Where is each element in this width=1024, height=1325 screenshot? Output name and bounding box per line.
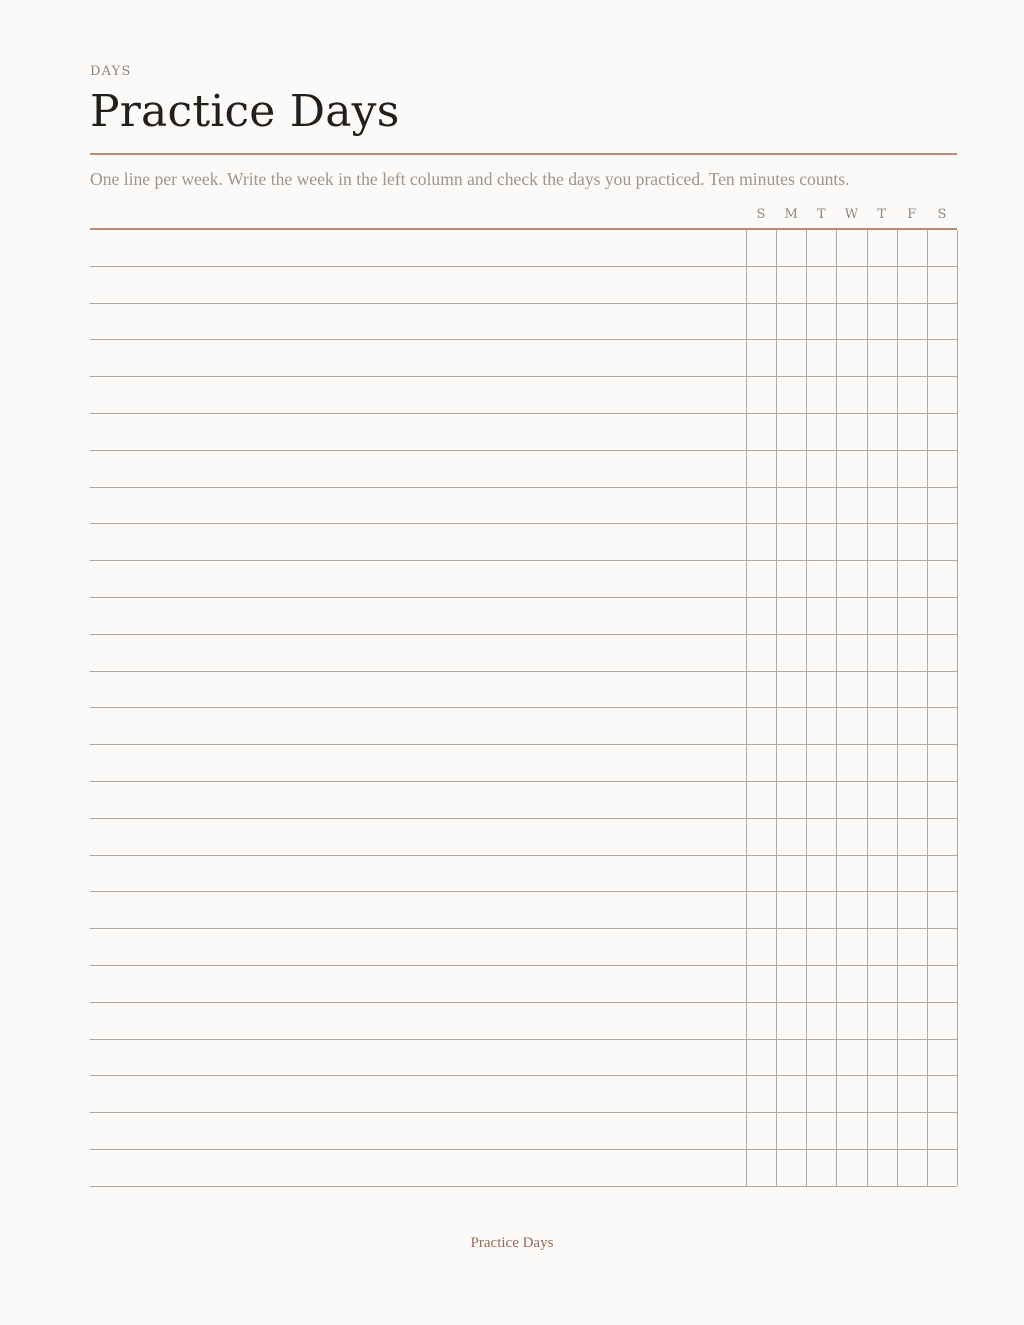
day-header-0: S [756,207,766,222]
day-check-cell[interactable] [927,782,957,818]
day-check-cell[interactable] [776,1040,806,1076]
day-check-cell[interactable] [927,1150,957,1186]
week-entry-cell[interactable] [90,414,746,450]
day-check-cell[interactable] [836,708,866,744]
day-check-cell[interactable] [776,1003,806,1039]
day-check-cell[interactable] [867,1113,897,1149]
day-check-cell[interactable] [867,488,897,524]
day-check-cell[interactable] [806,340,836,376]
day-check-cell[interactable] [897,451,927,487]
day-check-cell[interactable] [897,782,927,818]
day-check-cell[interactable] [746,745,776,781]
week-entry-cell[interactable] [90,1113,746,1149]
day-check-cell[interactable] [836,1003,866,1039]
week-entry-cell[interactable] [90,1003,746,1039]
day-check-cell[interactable] [776,267,806,303]
week-entry-cell[interactable] [90,230,746,266]
day-check-cell[interactable] [836,267,866,303]
day-check-cell[interactable] [806,1150,836,1186]
week-entry-cell[interactable] [90,1150,746,1186]
day-check-cell[interactable] [746,377,776,413]
week-entry-cell[interactable] [90,708,746,744]
day-check-cell[interactable] [746,451,776,487]
day-check-cell[interactable] [867,1040,897,1076]
day-check-cell[interactable] [776,635,806,671]
day-check-cell[interactable] [927,929,957,965]
day-header-1: M [784,207,798,222]
day-check-cell[interactable] [867,304,897,340]
week-entry-cell[interactable] [90,340,746,376]
day-check-cell[interactable] [927,598,957,634]
day-check-cell[interactable] [806,856,836,892]
day-check-cell[interactable] [806,1076,836,1112]
day-header-4: T [877,207,886,222]
day-check-cell[interactable] [836,524,866,560]
week-entry-cell[interactable] [90,635,746,671]
day-check-cell[interactable] [867,708,897,744]
day-check-cell[interactable] [867,414,897,450]
day-check-cell[interactable] [776,561,806,597]
day-check-cell[interactable] [867,672,897,708]
day-check-cell[interactable] [746,598,776,634]
day-check-cell[interactable] [897,672,927,708]
day-check-cell[interactable] [806,488,836,524]
day-check-cell[interactable] [867,230,897,266]
day-check-cell[interactable] [927,745,957,781]
day-check-cell[interactable] [746,672,776,708]
page-title: Practice Days [90,86,400,137]
day-check-cell[interactable] [776,524,806,560]
day-check-cell[interactable] [927,561,957,597]
day-check-cell[interactable] [897,377,927,413]
day-check-cell[interactable] [806,524,836,560]
day-check-cell[interactable] [806,892,836,928]
week-entry-cell[interactable] [90,377,746,413]
day-check-cell[interactable] [746,304,776,340]
day-header-2: T [816,207,826,222]
day-check-cell[interactable] [776,414,806,450]
day-check-cell[interactable] [836,819,866,855]
day-check-cell[interactable] [836,230,866,266]
day-check-cell[interactable] [897,1113,927,1149]
day-check-cell[interactable] [776,230,806,266]
day-check-cell[interactable] [897,561,927,597]
day-check-cell[interactable] [836,745,866,781]
week-entry-cell[interactable] [90,892,746,928]
day-check-cell[interactable] [806,561,836,597]
day-check-cell[interactable] [806,672,836,708]
day-check-cell[interactable] [897,524,927,560]
day-check-cell[interactable] [927,1003,957,1039]
week-entry-cell[interactable] [90,304,746,340]
day-check-cell[interactable] [836,672,866,708]
day-check-cell[interactable] [867,267,897,303]
day-check-cell[interactable] [927,672,957,708]
day-check-cell[interactable] [776,488,806,524]
page-footer: Practice Days [470,1235,554,1251]
title-divider [90,153,957,155]
day-header-3: W [844,207,859,222]
day-check-cell[interactable] [806,966,836,1002]
day-check-cell[interactable] [776,451,806,487]
day-check-cell[interactable] [806,782,836,818]
day-check-cell[interactable] [746,856,776,892]
day-check-cell[interactable] [897,230,927,266]
day-check-cell[interactable] [836,856,866,892]
day-check-cell[interactable] [746,1003,776,1039]
day-check-cell[interactable] [897,488,927,524]
day-check-cell[interactable] [836,782,866,818]
day-check-cell[interactable] [927,708,957,744]
day-check-cell[interactable] [806,598,836,634]
day-check-cell[interactable] [897,598,927,634]
day-check-cell[interactable] [836,929,866,965]
day-check-cell[interactable] [867,451,897,487]
day-check-cell[interactable] [806,745,836,781]
day-check-cell[interactable] [776,929,806,965]
day-check-cell[interactable] [746,819,776,855]
day-check-cell[interactable] [806,414,836,450]
day-check-cell[interactable] [776,377,806,413]
week-entry-cell[interactable] [90,267,746,303]
day-check-cell[interactable] [836,340,866,376]
day-check-cell[interactable] [776,856,806,892]
week-entry-cell[interactable] [90,1040,746,1076]
day-check-cell[interactable] [836,414,866,450]
day-check-cell[interactable] [776,340,806,376]
day-check-cell[interactable] [836,451,866,487]
day-check-cell[interactable] [927,1040,957,1076]
day-check-cell[interactable] [806,635,836,671]
day-check-cell[interactable] [746,1076,776,1112]
day-check-cell[interactable] [867,819,897,855]
day-check-cell[interactable] [806,819,836,855]
day-check-cell[interactable] [836,1150,866,1186]
day-check-cell[interactable] [806,929,836,965]
day-check-cell[interactable] [836,377,866,413]
day-check-cell[interactable] [746,1040,776,1076]
day-check-cell[interactable] [776,708,806,744]
day-check-cell[interactable] [776,745,806,781]
day-check-cell[interactable] [836,1040,866,1076]
day-check-cell[interactable] [897,708,927,744]
week-entry-cell[interactable] [90,929,746,965]
row-rule [90,1186,957,1187]
day-check-cell[interactable] [806,1003,836,1039]
week-entry-cell[interactable] [90,451,746,487]
day-check-cell[interactable] [897,929,927,965]
day-check-cell[interactable] [897,856,927,892]
day-check-cell[interactable] [746,1150,776,1186]
day-check-cell[interactable] [927,892,957,928]
day-check-cell[interactable] [897,304,927,340]
day-check-cell[interactable] [836,1113,866,1149]
day-check-cell[interactable] [836,488,866,524]
day-check-cell[interactable] [867,856,897,892]
day-check-cell[interactable] [927,635,957,671]
day-check-cell[interactable] [927,819,957,855]
day-check-cell[interactable] [927,377,957,413]
week-entry-cell[interactable] [90,1076,746,1112]
day-check-cell[interactable] [867,966,897,1002]
day-check-cell[interactable] [746,561,776,597]
day-check-cell[interactable] [836,635,866,671]
day-check-cell[interactable] [746,267,776,303]
day-check-cell[interactable] [776,966,806,1002]
day-header-5: F [907,207,917,222]
day-check-cell[interactable] [776,892,806,928]
day-check-cell[interactable] [746,782,776,818]
day-check-cell[interactable] [776,819,806,855]
day-check-cell[interactable] [836,304,866,340]
day-check-cell[interactable] [776,782,806,818]
day-check-cell[interactable] [897,966,927,1002]
day-check-cell[interactable] [867,929,897,965]
day-check-cell[interactable] [927,230,957,266]
day-check-cell[interactable] [927,488,957,524]
day-check-cell[interactable] [836,966,866,1002]
day-check-cell[interactable] [867,635,897,671]
day-check-cell[interactable] [897,745,927,781]
day-check-cell[interactable] [897,1003,927,1039]
page-eyebrow: DAYS [90,64,132,79]
day-check-cell[interactable] [746,1113,776,1149]
day-check-cell[interactable] [897,340,927,376]
week-entry-cell[interactable] [90,782,746,818]
day-check-cell[interactable] [776,598,806,634]
day-check-cell[interactable] [746,929,776,965]
day-check-cell[interactable] [927,267,957,303]
day-check-cell[interactable] [927,856,957,892]
day-check-cell[interactable] [927,451,957,487]
day-check-cell[interactable] [806,267,836,303]
day-check-cell[interactable] [897,414,927,450]
day-check-cell[interactable] [836,561,866,597]
day-check-cell[interactable] [746,230,776,266]
day-check-cell[interactable] [806,1040,836,1076]
day-check-cell[interactable] [746,966,776,1002]
day-check-cell[interactable] [806,708,836,744]
day-check-cell[interactable] [867,1150,897,1186]
day-check-cell[interactable] [897,635,927,671]
day-check-cell[interactable] [776,1150,806,1186]
week-entry-cell[interactable] [90,819,746,855]
day-check-cell[interactable] [746,340,776,376]
week-entry-cell[interactable] [90,966,746,1002]
day-check-cell[interactable] [927,966,957,1002]
day-check-cell[interactable] [897,892,927,928]
day-check-cell[interactable] [746,635,776,671]
day-check-cell[interactable] [867,561,897,597]
day-check-cell[interactable] [897,1076,927,1112]
day-check-cell[interactable] [927,1076,957,1112]
week-entry-cell[interactable] [90,488,746,524]
day-check-cell[interactable] [897,1150,927,1186]
week-entry-cell[interactable] [90,524,746,560]
day-check-cell[interactable] [867,782,897,818]
week-entry-cell[interactable] [90,598,746,634]
instructions-text: One line per week. Write the week in the left column and check the days you practiced. Ten minutes counts. [90,169,850,189]
day-check-cell[interactable] [867,598,897,634]
day-check-cell[interactable] [897,1040,927,1076]
day-check-cell[interactable] [927,304,957,340]
day-check-cell[interactable] [927,1113,957,1149]
day-check-cell[interactable] [806,230,836,266]
day-check-cell[interactable] [867,340,897,376]
day-check-cell[interactable] [927,414,957,450]
day-check-cell[interactable] [836,1076,866,1112]
day-check-cell[interactable] [746,414,776,450]
day-check-cell[interactable] [746,892,776,928]
day-check-cell[interactable] [867,892,897,928]
day-check-cell[interactable] [806,451,836,487]
week-entry-cell[interactable] [90,672,746,708]
day-check-cell[interactable] [836,892,866,928]
day-check-cell[interactable] [836,598,866,634]
day-check-cell[interactable] [927,340,957,376]
day-check-cell[interactable] [897,819,927,855]
day-header-6: S [937,207,947,222]
week-entry-cell[interactable] [90,745,746,781]
day-check-cell[interactable] [776,1113,806,1149]
day-check-cell[interactable] [867,1003,897,1039]
day-check-cell[interactable] [806,304,836,340]
day-check-cell[interactable] [776,1076,806,1112]
day-check-cell[interactable] [746,708,776,744]
day-check-cell[interactable] [867,524,897,560]
week-entry-cell[interactable] [90,561,746,597]
day-check-cell[interactable] [746,524,776,560]
day-check-cell[interactable] [867,377,897,413]
day-check-cell[interactable] [897,267,927,303]
day-check-cell[interactable] [776,304,806,340]
day-check-cell[interactable] [806,1113,836,1149]
day-check-cell[interactable] [746,488,776,524]
column-rule [957,230,958,1186]
day-check-cell[interactable] [776,672,806,708]
week-entry-cell[interactable] [90,856,746,892]
day-check-cell[interactable] [806,377,836,413]
day-check-cell[interactable] [867,1076,897,1112]
day-check-cell[interactable] [867,745,897,781]
day-check-cell[interactable] [927,524,957,560]
